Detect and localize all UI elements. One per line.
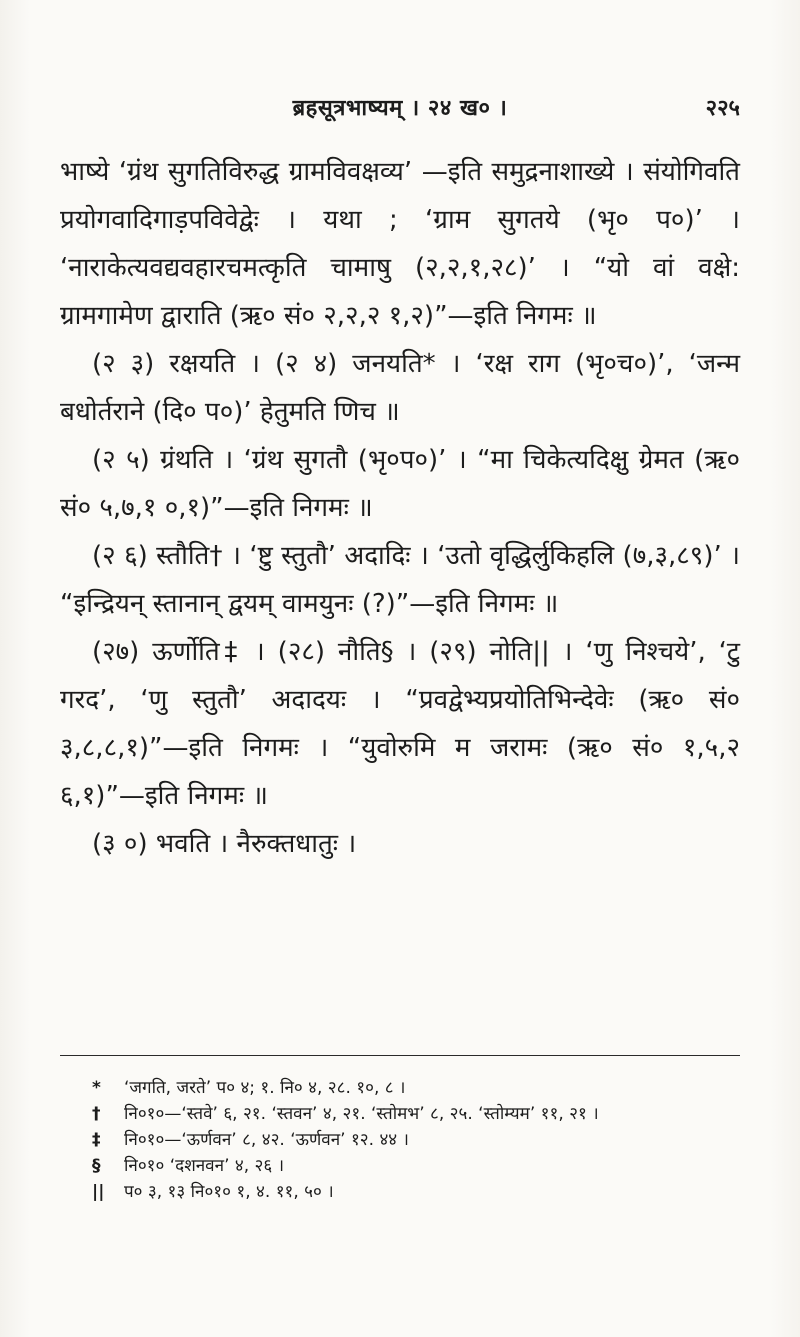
paragraph: (२७) ऊर्णोति‡ । (२८) नौति§ । (२९) नोति|| । ‘णु निश्चये’, ‘टु गरद’, ‘णु स्तुतौ’ अदादयः । “प्रवद्वेभ्यप्रयोतिभिन्देवेः (ऋ० सं० ३,८,८,१)”—इति निगमः । “युवोरुमि म जरामः (ऋ० सं० १,५,२ ६,१)”—इति निगमः ॥ [60, 637, 740, 811]
paragraph: (३ ०) भवति । नैरुक्तधातुः । [92, 829, 357, 859]
footnote-mark: || [92, 1182, 105, 1202]
footnote-text: प० ३, १३ नि०१० १, ४. ११, ५० । [124, 1182, 334, 1202]
paragraph: (२ ३) रक्षयति । (२ ४) जनयति* । ‘रक्ष राग (भृ०च०)’, ‘जन्म बधोर्तराने (दि० प०)’ हेतुमति णिच ॥ [60, 349, 740, 427]
page-number: २२५ [705, 96, 740, 121]
footnote [92, 1101, 732, 1127]
footnote [92, 1127, 732, 1153]
page-header [0, 92, 800, 128]
footnote-mark: ‡ [92, 1130, 101, 1150]
footnote-text: नि०१०—‘ऊर्णवन’ ८, ४२. ‘ऊर्णवन’ १२. ४४ । [124, 1130, 409, 1150]
footnote-separator [60, 1055, 740, 1056]
footnote-mark: * [92, 1078, 101, 1098]
footnote-text: ‘जगति, जरते’ प० ४; १. नि० ४, २८. १०, ८ । [124, 1078, 406, 1098]
running-title: ब्रहसूत्रभाष्यम्‌ । २४ ख० । [292, 96, 508, 121]
footnote [92, 1153, 732, 1179]
footnote [92, 1075, 732, 1101]
footnote-mark: † [92, 1104, 101, 1124]
footnote-text: नि०१० ‘दशनवन’ ४, २६ । [124, 1156, 285, 1176]
footnote [92, 1179, 732, 1205]
paragraph: भाष्ये ‘ग्रंथ सुगतिविरुद्ध ग्रामविवक्षव्य’ —इति समुद्रनाशाख्ये । संयोगिवति प्रयोगवादिगाड़पविवेद्वेः । यथा ; ‘ग्राम सुगतये (भृ० प०)’ । ‘नाराकेत्यवद्यवहारचमत्कृति चामाषु (२,२,१,२८)’ । “यो वां वक्षे: ग्रामगामेण द्वाराति (ऋ० सं० २,२,२ १,२)”—इति निगमः ॥ [60, 157, 740, 331]
footnote-text: नि०१०—‘स्तवे’ ६, २१. ‘स्तवन’ ४, २१. ‘स्तोमभ’ ८, २५. ‘स्तोम्यम’ ११, २१ । [124, 1104, 599, 1124]
main-text [60, 148, 740, 868]
paragraph: (२ ६) स्तौति† । ‘ष्टु स्तुतौ’ अदादिः । ‘उतो वृद्धिर्लुकिहलि (७,३,८९)’ । “इन्द्रियन् स्तानान् द्वयम् वामयुनः (?)”—इति निगमः ॥ [60, 541, 740, 619]
paragraph: (२ ५) ग्रंथति । ‘ग्रंथ सुगतौ (भृ०प०)’ । “मा चिकेत्यदिक्षु ग्रेमत (ऋ० सं० ५,७,१ ०,१)”—इति निगमः ॥ [60, 445, 740, 523]
footnotes [92, 1075, 732, 1205]
footnote-mark: § [92, 1156, 101, 1176]
